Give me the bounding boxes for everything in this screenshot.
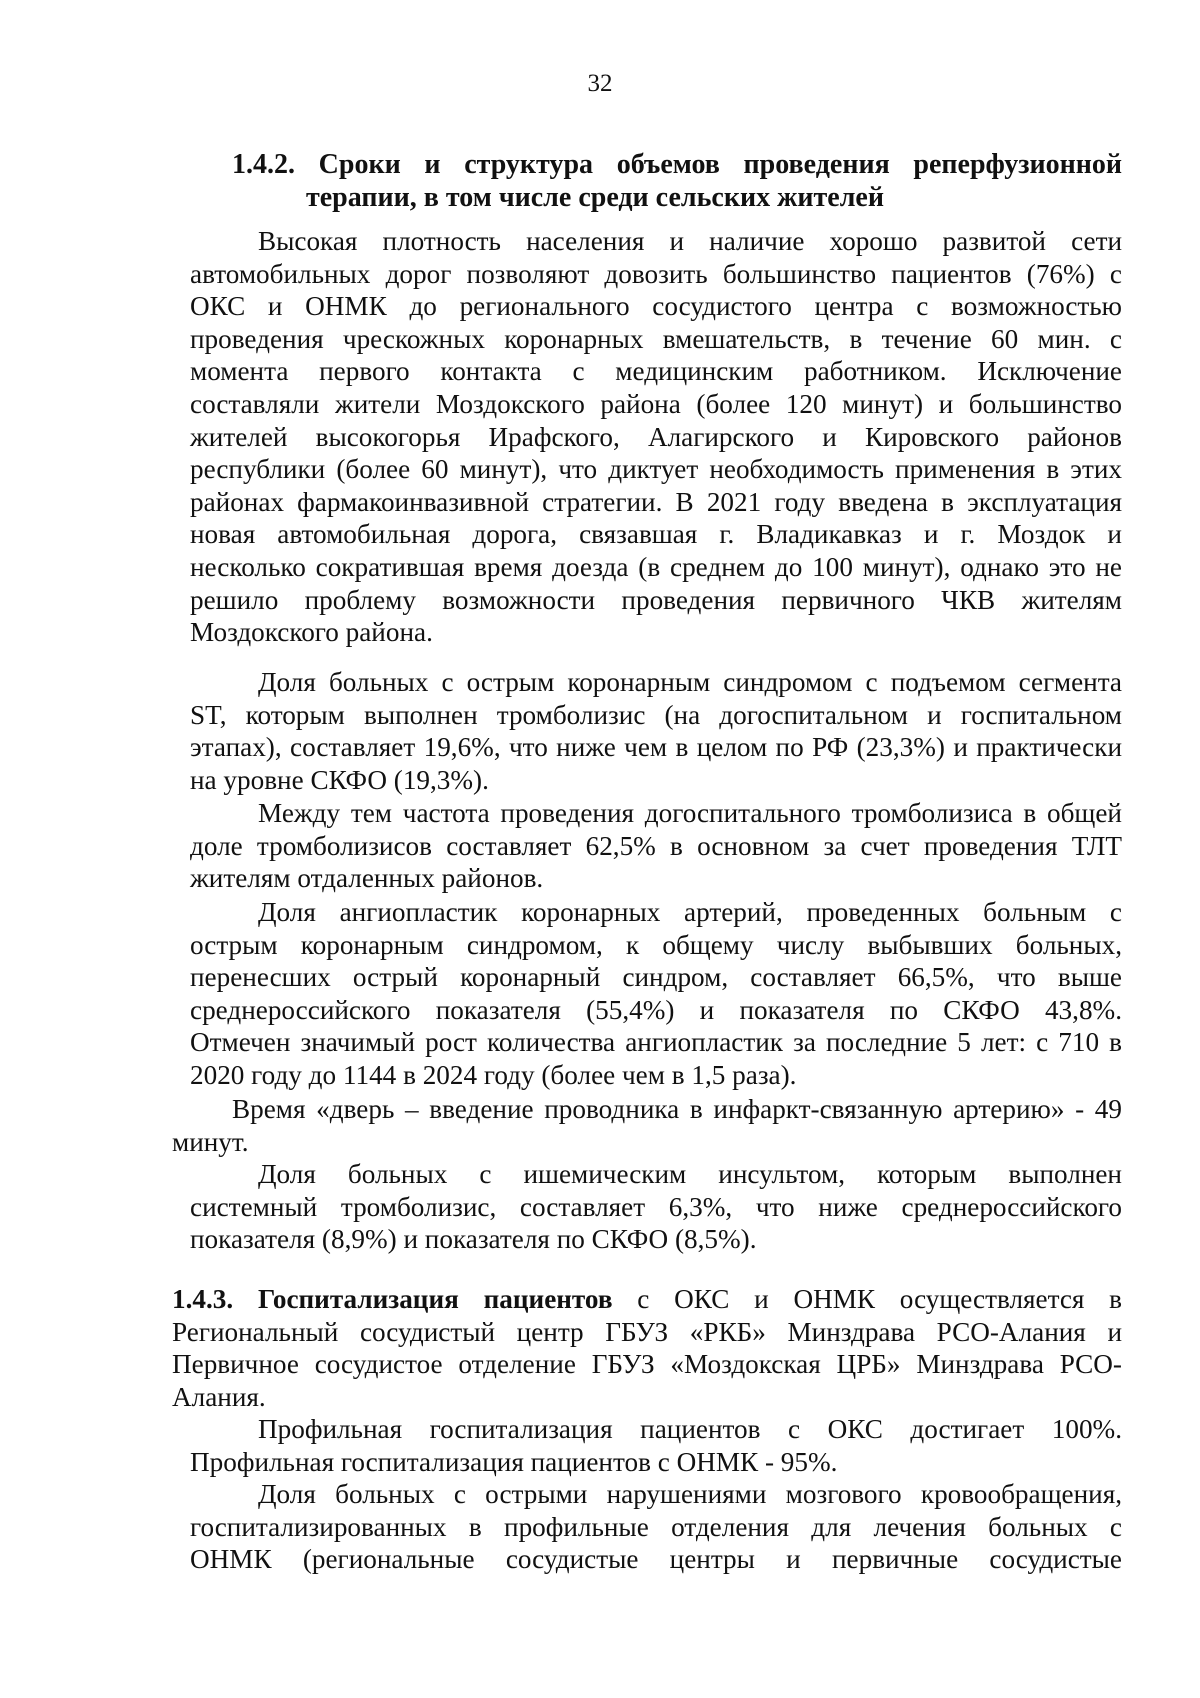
text-line: Между тем частота проведения догоспитального тромболизиса в общей [258, 798, 1122, 828]
text-line: ST, которым выполнен тромболизис (на догоспитальном и госпитальном [190, 699, 1122, 730]
paragraph-road-access [190, 225, 1122, 649]
text-line: ОНМК (региональные сосудистые центры и первичные сосудистые [190, 1544, 1122, 1575]
heading-number: 1.4.2. [232, 149, 295, 180]
text-line: доле тромболизисов составляет 62,5% в основном за счет проведения ТЛТ [190, 830, 1122, 861]
text-line: Региональный сосудистый центр ГБУЗ «РКБ» Минздрава РСО-Алания и [172, 1316, 1122, 1347]
text-line: момента первого контакта с медицинским работником. Исключение [190, 356, 1122, 387]
section-1-4-3 [172, 1283, 1122, 1413]
section-1-4-3-line1-rest: с ОКС и ОНМК осуществляется в [612, 1284, 1123, 1314]
text-line: новая автомобильная дорога, связавшая г. Владикавказ и г. Моздок и [190, 519, 1122, 550]
heading-title-line2: терапии, в том числе среди сельских жителей [306, 182, 884, 213]
text-line: Доля больных с ишемическим инсультом, которым выполнен [258, 1159, 1122, 1189]
text-line: Моздокского района. [190, 617, 433, 648]
text-line: Первичное сосудистое отделение ГБУЗ «Моздокская ЦРБ» Минздрава РСО- [172, 1349, 1122, 1380]
text-line: показателя (8,9%) и показателя по СКФО (8,5%). [190, 1224, 757, 1255]
text-line: несколько сократившая время доезда (в среднем до 100 минут), однако это не [190, 551, 1122, 582]
text-line: ОКС и ОНМК до регионального сосудистого центра с возможностью [190, 291, 1122, 322]
text-line: Отмечен значимый рост количества ангиопластик за последние 5 лет: с 710 в [190, 1027, 1122, 1058]
text-line: Доля больных с острым коронарным синдромом с подъемом сегмента [258, 667, 1122, 697]
text-line: 2020 году до 1144 в 2024 году (более чем в 1,5 раза). [190, 1059, 797, 1090]
text-line: Высокая плотность населения и наличие хорошо развитой сети [258, 226, 1122, 256]
text-line: Профильная госпитализация пациентов с ОНМК - 95%. [190, 1446, 838, 1477]
paragraph-prehospital-thrombolysis [190, 797, 1122, 895]
section-heading-1-4-3: 1.4.3. Госпитализация пациентов [172, 1284, 613, 1314]
text-line: минут. [172, 1126, 249, 1157]
paragraph-stroke-hospitalization [190, 1478, 1122, 1576]
heading-line-1 [232, 148, 1122, 181]
paragraph-profile-hospitalization [190, 1413, 1122, 1478]
text-line: на уровне СКФО (19,3%). [190, 764, 489, 795]
page-number: 32 [587, 70, 613, 97]
section-heading-1-4-2 [232, 148, 1122, 214]
paragraph-thrombolysis-share [190, 666, 1122, 796]
text-line: Профильная госпитализация пациентов с ОКС достигает 100%. [258, 1414, 1122, 1444]
text-line: районах фармакоинвазивной стратегии. В 2021 году введена в эксплуатация [190, 486, 1122, 517]
text-line: автомобильных дорог позволяют довозить большинство пациентов (76%) с [190, 258, 1122, 289]
text-line: острым коронарным синдромом, к общему числу выбывших больных, [190, 929, 1122, 960]
text-line: госпитализированных в профильные отделения для лечения больных с [190, 1511, 1122, 1542]
text-line: среднероссийского показателя (55,4%) и показателя по СКФО 43,8%. [190, 994, 1122, 1025]
text-line: жителей высокогорья Ирафского, Алагирского и Кировского районов [190, 421, 1122, 452]
text-line: Время «дверь – введение проводника в инфаркт-связанную артерию» - 49 [232, 1094, 1122, 1124]
text-line: Алания. [172, 1381, 266, 1412]
paragraph-angioplasty [190, 896, 1122, 1092]
paragraph-stroke-thrombolysis [190, 1158, 1122, 1256]
text-line: жителям отдаленных районов. [190, 863, 544, 894]
text-line: этапах), составляет 19,6%, что ниже чем в целом по РФ (23,3%) и практически [190, 732, 1122, 763]
text-line: Доля ангиопластик коронарных артерий, проведенных больным с [258, 897, 1122, 927]
heading-title-line1: Сроки и структура объемов проведения реперфузионной [318, 149, 1122, 180]
text-line: перенесших острый коронарный синдром, составляет 66,5%, что выше [190, 962, 1122, 993]
text-line: системный тромболизис, составляет 6,3%, что ниже среднероссийского [190, 1191, 1122, 1222]
text-line: Доля больных с острыми нарушениями мозгового кровообращения, [258, 1479, 1122, 1509]
paragraph-door-to-wire [172, 1093, 1122, 1158]
text-line [172, 1283, 1122, 1316]
text-line: проведения чрескожных коронарных вмешательств, в течение 60 мин. с [190, 323, 1122, 354]
text-line: республики (более 60 минут), что диктует необходимость применения в этих [190, 454, 1122, 485]
text-line: решило проблему возможности проведения первичного ЧКВ жителям [190, 584, 1122, 615]
text-line: составляли жители Моздокского района (более 120 минут) и большинство [190, 388, 1122, 419]
